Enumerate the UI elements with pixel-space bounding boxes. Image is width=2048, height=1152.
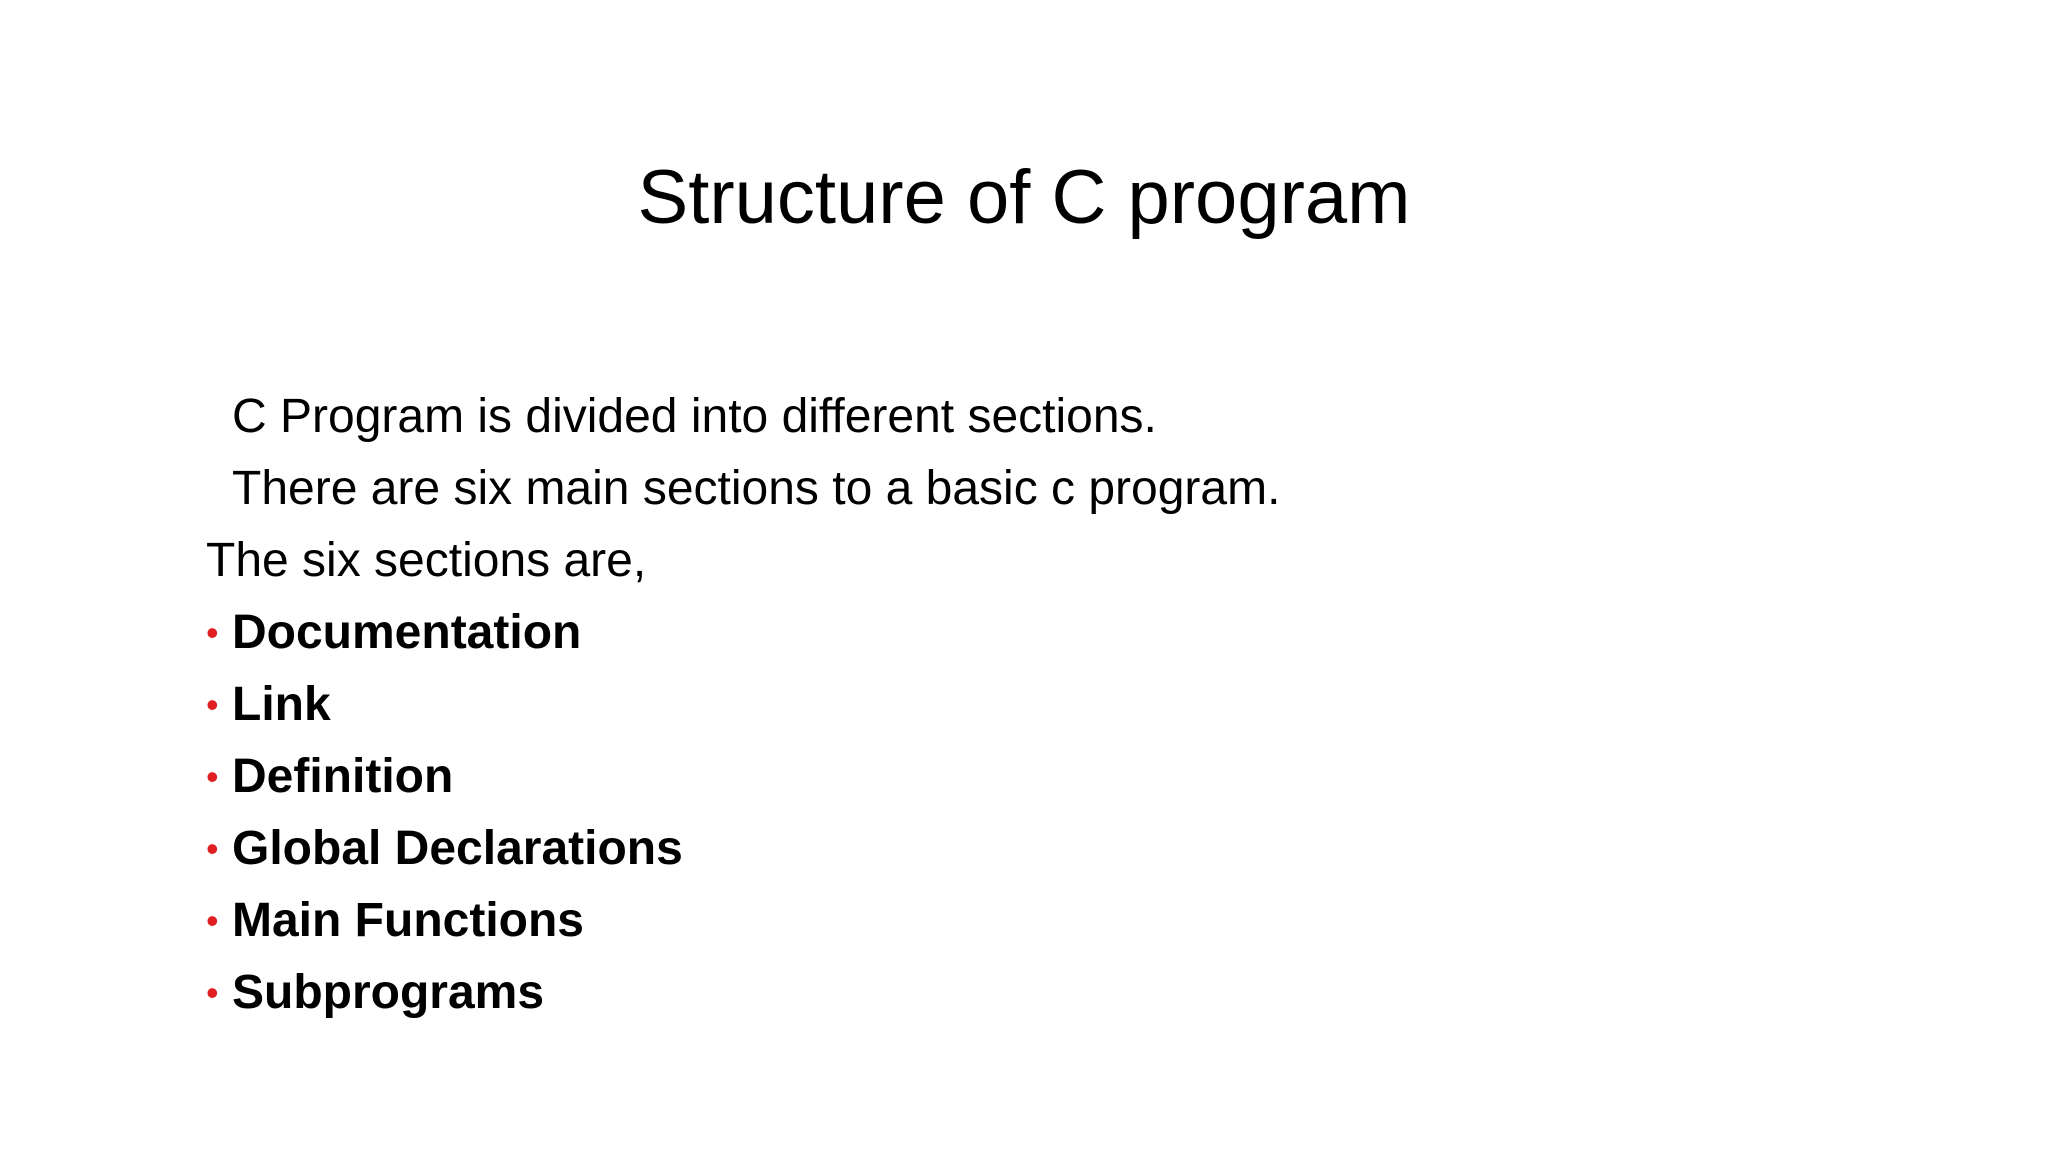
section-label-documentation: Documentation xyxy=(232,606,582,659)
bullet-icon: • xyxy=(206,900,219,941)
intro-line-1: C Program is divided into different sections. xyxy=(232,390,1157,443)
list-item xyxy=(206,603,683,675)
list-item xyxy=(206,891,683,963)
bullet-icon: • xyxy=(206,756,219,797)
section-label-definition: Definition xyxy=(232,750,454,803)
slide-title: Structure of C program xyxy=(637,155,1411,240)
list-item xyxy=(206,819,683,891)
section-label-link: Link xyxy=(232,678,331,731)
section-label-subprograms: Subprograms xyxy=(232,966,545,1019)
bullet-icon: • xyxy=(206,684,219,725)
sections-lead-text: The six sections are, xyxy=(206,534,647,587)
sections-list xyxy=(206,603,683,1035)
list-item xyxy=(206,675,683,747)
bullet-icon: • xyxy=(206,828,219,869)
list-item xyxy=(206,747,683,819)
bullet-icon: • xyxy=(206,972,219,1013)
list-item xyxy=(206,963,683,1035)
section-label-global-declarations: Global Declarations xyxy=(232,822,683,875)
section-label-main-functions: Main Functions xyxy=(232,894,584,947)
intro-line-2: There are six main sections to a basic c program. xyxy=(232,462,1281,515)
bullet-icon: • xyxy=(206,612,219,653)
